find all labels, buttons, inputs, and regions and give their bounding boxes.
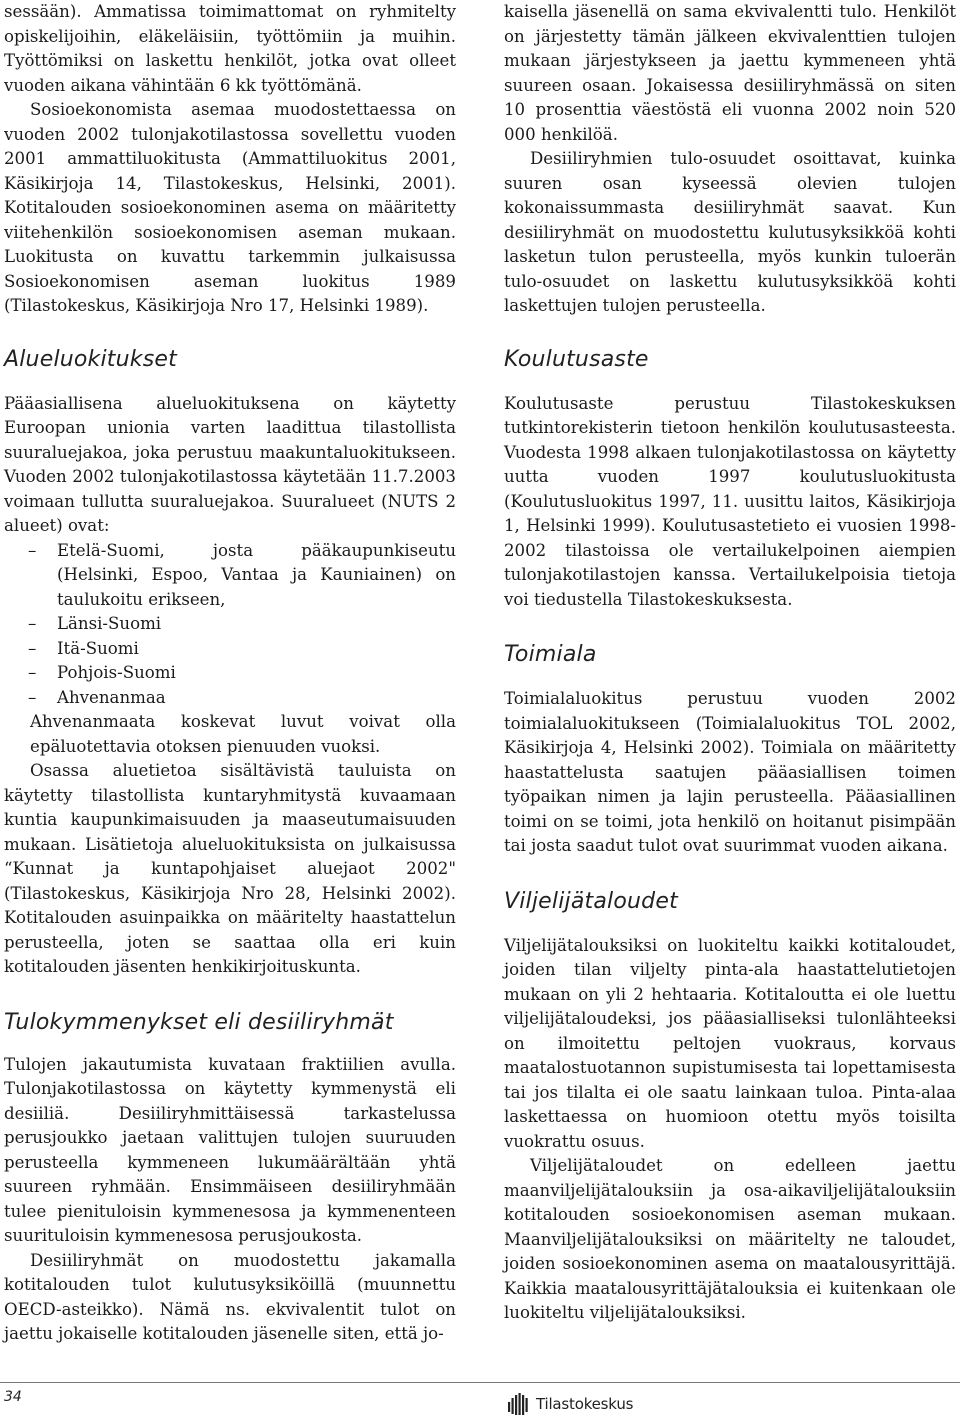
- left-column: [4, 0, 456, 1347]
- paragraph: Toimialaluokitus perustuu vuoden 2002 toimialaluokitukseen (Toimialaluokitus TOL 2002, Käsikirjoja 4, Helsinki 2002). Toimiala on määritetty haastattelusta saatujen pääasiallisen toimen työpaikan nimen ja lajin perusteella. Pääasiallinen toimi on se toimi, jota henkilö on hoitanut pisimpään tai josta saadut tulot ovat suurimmat vuoden aikana.: [504, 689, 956, 855]
- paragraph: Tulojen jakautumista kuvataan fraktiilien avulla. Tulonjakotilastossa on käytetty kymmenystä eli desiiliä. Desiiliryhmittäisessä tarkastelussa perusjoukko jaetaan valittujen tulojen suuruuden perusteella kymmeneen lukumäärältään yhtä suureen ryhmään. Ensimmäiseen desiiliryhmään tulee pienituloisin kymmenesosa ja kymmenenteen suurituloisin kymmenesosa perusjoukosta.: [4, 1054, 456, 1245]
- publisher-name: Tilastokeskus: [536, 1395, 634, 1413]
- list-item: – Ahvenanmaa: [4, 686, 456, 711]
- dash-bullet: –: [28, 687, 37, 707]
- section-heading-tulokymmenykset: Tulokymmenykset eli desiiliryhmät: [4, 1009, 394, 1035]
- paragraph: Ahvenanmaata koskevat luvut voivat olla epäluotettavia otoksen pienuuden vuoksi.: [30, 712, 456, 756]
- paragraph: Osassa aluetietoa sisältävistä tauluista on käytetty tilastollista kuntaryhmitystä kuvaamaan kuntia kaupunkimaisuuden ja maaseutumaisuuden mukaan. Lisätietoja alueluokituksista on julkaisussa “Kunnat ja kuntapohjaiset aluejaot 2002" (Tilastokeskus, Käsikirjoja Nro 28, Helsinki 2002). Kotitalouden asuinpaikka on määritelty haastattelun perusteella, joten se saattaa olla eri kuin kotitalouden jäsenten henkikirjoituskunta.: [4, 761, 456, 976]
- paragraph: Koulutusaste perustuu Tilastokeskuksen tutkintorekisterin tietoon henkilön koulutusasteesta. Vuodesta 1998 alkaen tulonjakotilastossa on käytetty uutta vuoden 1997 koulutusluokitusta (Koulutusluokitus 1997, 11. uusittu laitos, Käsikirjoja 1, Helsinki 1999). Koulutusastetieto ei vuosien 1998- 2002 tilastoissa ole vertailukelpoinen aiempien tulonjakotilastojen kanssa. Vertailukelpoisia tietoja voi tiedustella Tilastokeskuksesta.: [504, 393, 956, 609]
- paragraph: sessään). Ammatissa toimimattomat on ryhmitelty opiskelijoihin, eläkeläisiin, työttömiin ja muihin. Työttömiksi on laskettu henkilöt, jotka ovat olleet vuoden aikana vähintään 6 kk työttömänä.: [4, 2, 456, 95]
- section-heading-viljelijataloudet: Viljelijätaloudet: [504, 888, 678, 914]
- paragraph: Desiiliryhmät on muodostettu jakamalla kotitalouden tulot kulutusyksiköillä (muunnettu OECD-asteikko). Nämä ns. ekvivalentit tulot on jaettu jokaiselle kotitalouden jäsenelle siten, että jo-: [4, 1250, 456, 1343]
- dash-bullet: –: [28, 663, 37, 682]
- section-heading-koulutusaste: Koulutusaste: [504, 346, 649, 372]
- list-item: – Etelä-Suomi, josta pääkaupunkiseutu (Helsinki, Espoo, Vantaa ja Kauniainen) on taulukoitu erikseen,: [28, 540, 456, 609]
- paragraph: Sosioekonomista asemaa muodostettaessa on vuoden 2002 tulonjakotilastossa sovellettu vuoden 2001 ammattiluokitusta (Ammattiluokitus 2001, Käsikirjoja 14, Tilastokeskus, Helsinki, 2001). Kotitalouden sosioekonominen asema on määritetty viitehenkilön sosioekonomisen aseman mukaan. Luokitusta on kuvattu tarkemmin julkaisussa Sosioekonomisen aseman luokitus 1989 (Tilastokeskus, Käsikirjoja Nro 17, Helsinki 1989).: [4, 100, 456, 315]
- paragraph: Desiiliryhmien tulo-osuudet osoittavat, kuinka suuren osan kyseessä olevien tulojen kokonaissummasta desiiliryhmät saavat. Kun desiiliryhmät on muodostettu kulutusyksikköä kohti lasketun tulon perusteella, myös kunkin tuloerän tulo-osuudet on laskettu kulutusyksikköä kohti laskettujen tulojen perusteella.: [504, 149, 956, 315]
- section-heading-alueluokitukset: Alueluokitukset: [4, 346, 177, 372]
- footer-divider: [0, 1382, 960, 1383]
- list-item: – Itä-Suomi: [4, 637, 456, 662]
- right-column: [504, 0, 956, 1326]
- tilastokeskus-logo-icon: [508, 1392, 530, 1416]
- region-list: [4, 539, 456, 711]
- dash-bullet: –: [28, 638, 37, 658]
- paragraph: Viljelijätalouksiksi on luokiteltu kaikki kotitaloudet, joiden tilan viljelty pinta-ala haastattelutietojen mukaan on yli 2 hehtaaria. Kotitaloutta ei ole luettu viljelijätaloudeksi, jos pääasialliseksi tulonlähteeksi on ilmoitettu peltojen vuokraus, korvaus maatalostuotannon supistumisesta tai lopettamisesta tai jos tilalta ei ole saatu lainkaan tuloa. Pinta-alaa laskettaessa on huomioon otettu myös toisilta vuokrattu osuus.: [504, 935, 956, 1151]
- page-number: 34: [4, 1389, 22, 1405]
- list-item: – Länsi-Suomi: [4, 612, 456, 637]
- dash-bullet: –: [28, 540, 37, 560]
- publisher-logo: [508, 1392, 633, 1416]
- list-item: – Pohjois-Suomi: [4, 661, 456, 686]
- section-heading-toimiala: Toimiala: [504, 642, 597, 667]
- paragraph: kaisella jäsenellä on sama ekvivalentti tulo. Henkilöt on järjestetty tämän jälkeen ekvivalenttien tulojen mukaan järjestykseen ja jaettu kymmeneen yhtä suureen osaan. Jokaisessa desiiliryhmässä on siten 10 prosenttia väestöstä eli vuonna 2002 noin 520 000 henkilöä.: [504, 2, 956, 144]
- paragraph: Pääasiallisena alueluokituksena on käytetty Euroopan unionia varten laadittua tilastollista suuraluejakoa, joka perustuu maakuntaluokitukseen. Vuoden 2002 tulonjakotilastossa käytetään 11.7.2003 voimaan tullutta suuraluejakoa. Suuralueet (NUTS 2 alueet) ovat:: [4, 393, 456, 535]
- dash-bullet: –: [28, 614, 37, 633]
- paragraph: Viljelijätaloudet on edelleen jaettu maanviljelijätalouksiin ja osa-aikaviljelijätalouksiin kotitalouden sosioekonomisen aseman mukaan. Maanviljelijätalouksiksi on määritelty ne taloudet, joiden sosioekonominen asema on maatalousyrittäjä. Kaikkia maatalousyrittäjätalouksia ei kuitenkaan ole luokiteltu viljelijätalouksiksi.: [504, 1156, 956, 1322]
